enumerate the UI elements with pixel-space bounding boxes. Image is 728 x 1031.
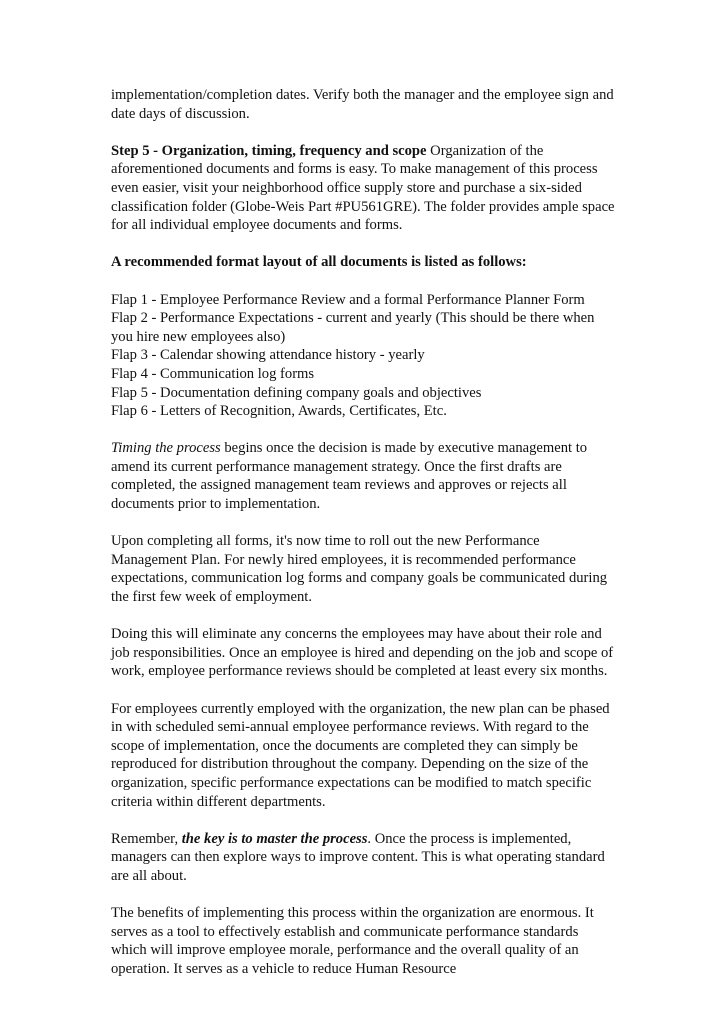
text-line [111, 830, 621, 849]
step-5-text: Organization of the [426, 142, 544, 159]
format-layout-heading [111, 253, 621, 272]
text-line: even easier, visit your neighborhood office supply store and purchase a six-sided [111, 179, 582, 196]
flap-item: Flap 1 - Employee Performance Review and a formal Performance Planner Form [111, 291, 585, 308]
remember-emphasis: the key is to master the process [181, 830, 368, 847]
paragraph-step-5 [111, 142, 621, 235]
paragraph-timing [111, 439, 621, 513]
text-line: The benefits of implementing this process within the organization are enormous. It [111, 905, 594, 922]
text-line: date days of discussion. [111, 105, 250, 122]
text-line: aforementioned documents and forms is easy. To make management of this process [111, 161, 598, 178]
text-line: For employees currently employed with the organization, the new plan can be phased [111, 700, 610, 717]
paragraph-remember [111, 830, 621, 886]
text-line: serves as a tool to effectively establish and communicate performance standards [111, 923, 579, 940]
text-line: operation. It serves as a vehicle to reduce Human Resource [111, 960, 457, 977]
text-line: completed, the assigned management team reviews and approves or rejects all [111, 477, 567, 494]
text-line: amend its current performance management strategy. Once the first drafts are [111, 458, 562, 475]
flap-item: Flap 2 - Performance Expectations - current and yearly (This should be there when [111, 310, 595, 327]
text-line: expectations, communication log forms and company goals be communicated during [111, 570, 608, 587]
text-line: Management Plan. For newly hired employees, it is recommended performance [111, 551, 576, 568]
text-line: reproduced for distribution throughout the company. Depending on the size of the [111, 756, 589, 773]
text-line: Doing this will eliminate any concerns the employees may have about their role and [111, 626, 602, 643]
text-line: in with scheduled semi-annual employee performance reviews. With regard to the [111, 719, 589, 736]
text-line: managers can then explore ways to improve content. This is what operating standard [111, 849, 605, 866]
text-line [111, 142, 621, 161]
text-line: classification folder (Globe-Weis Part #PU561GRE). The folder provides ample space [111, 198, 615, 215]
text-line: organization, specific performance expectations can be modified to match specific [111, 774, 592, 791]
text-line: Upon completing all forms, it's now time to roll out the new Performance [111, 533, 540, 550]
text-line: the first few week of employment. [111, 589, 313, 606]
text-line: criteria within different departments. [111, 793, 326, 810]
paragraph-benefits [111, 904, 621, 978]
document-page [111, 86, 621, 997]
paragraph-rollout [111, 532, 621, 606]
text-line: work, employee performance reviews should be completed at least every six months. [111, 663, 608, 680]
flap-item: Flap 3 - Calendar showing attendance history - yearly [111, 347, 425, 364]
paragraph-current-employees [111, 700, 621, 812]
timing-lead: Timing the process [111, 440, 221, 457]
text-line: are all about. [111, 867, 187, 884]
flap-item: Flap 4 - Communication log forms [111, 365, 315, 382]
text-line: scope of implementation, once the documents are completed they can simply be [111, 737, 578, 754]
flap-item: Flap 6 - Letters of Recognition, Awards, Certificates, Etc. [111, 403, 447, 420]
text-line: job responsibilities. Once an employee is hired and depending on the job and scope of [111, 644, 614, 661]
section-heading: A recommended format layout of all documents is listed as follows: [111, 254, 527, 271]
paragraph-concerns [111, 625, 621, 681]
step-5-heading: Step 5 - Organization, timing, frequency and scope [111, 142, 427, 159]
flap-item: you hire new employees also) [111, 328, 286, 345]
text-line: implementation/completion dates. Verify both the manager and the employee sign and [111, 87, 614, 103]
remember-text: . Once the process is implemented, [367, 830, 572, 847]
paragraph-verification [111, 86, 621, 123]
text-line: which will improve employee morale, performance and the overall quality of an [111, 942, 579, 959]
text-line [111, 439, 621, 458]
text-line: documents prior to implementation. [111, 496, 321, 513]
remember-lead: Remember, [111, 830, 182, 847]
flap-list [111, 291, 621, 421]
text-line: for all individual employee documents and forms. [111, 217, 403, 234]
flap-item: Flap 5 - Documentation defining company goals and objectives [111, 384, 482, 401]
timing-text: begins once the decision is made by executive management to [220, 440, 588, 457]
